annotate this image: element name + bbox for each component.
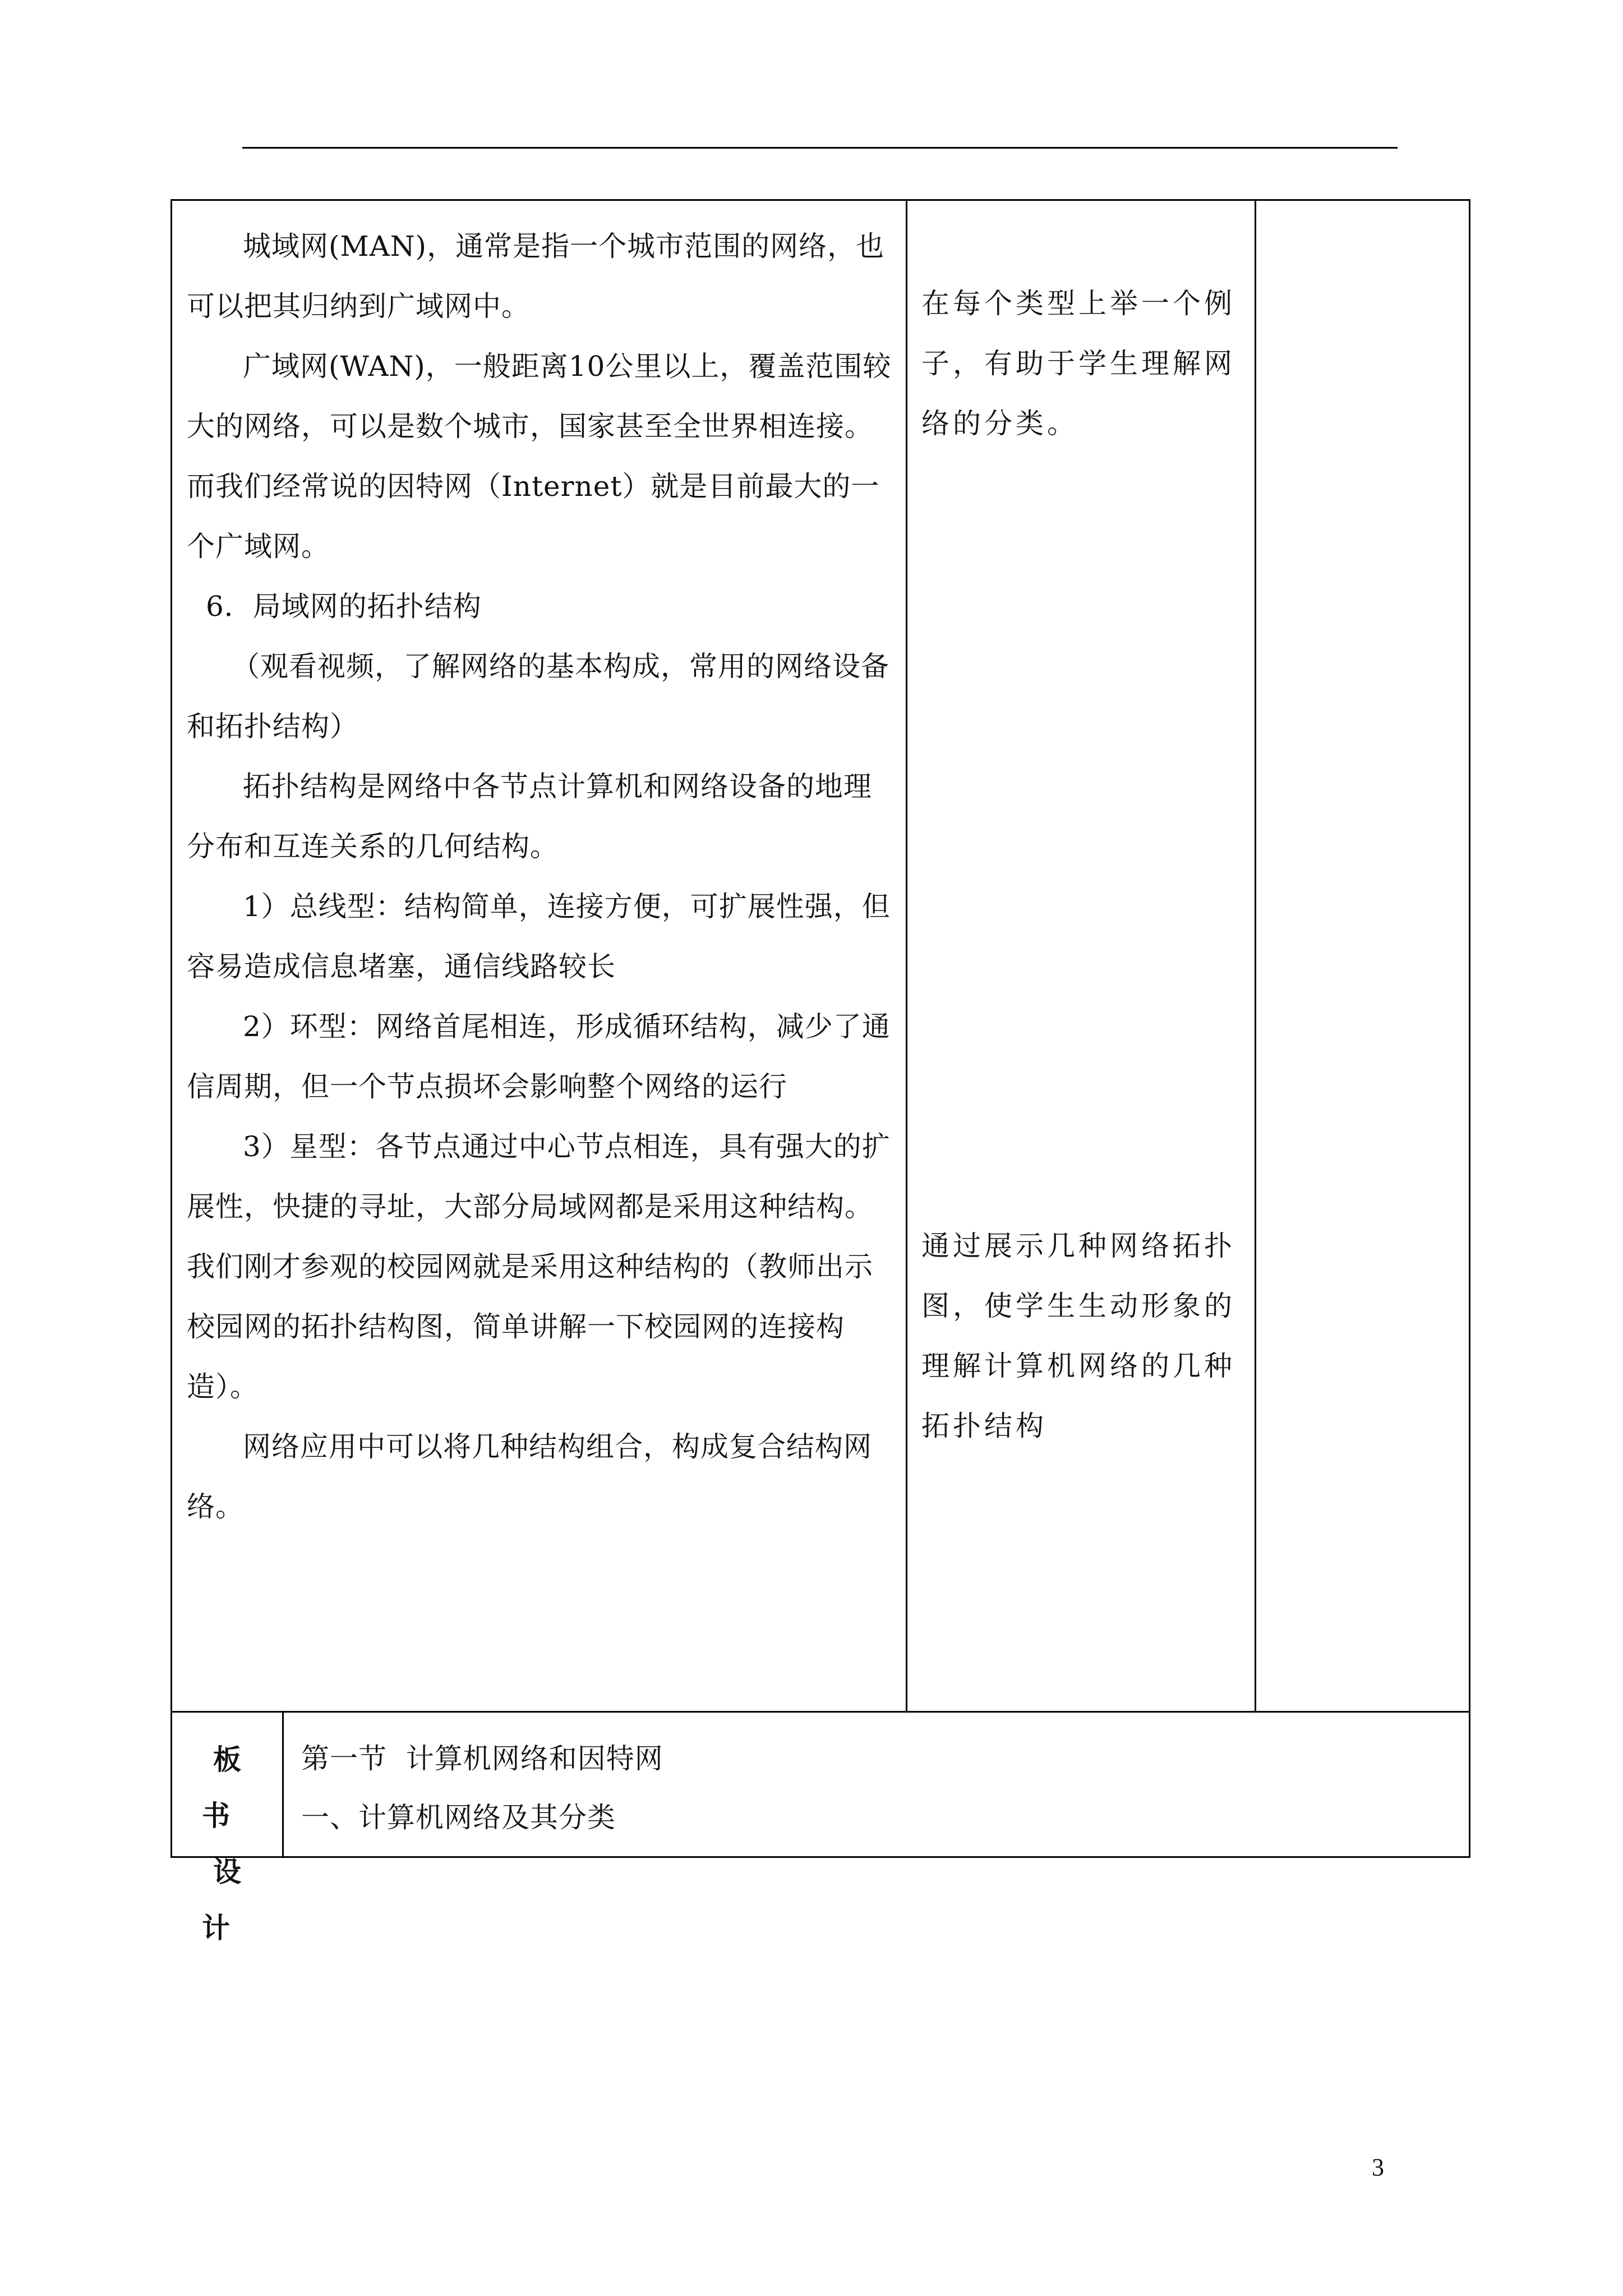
paragraph-ring-topology: 2）环型：网络首尾相连，形成循环结构，减少了通信周期，但一个节点损坏会影响整个网络的运行	[187, 1010, 891, 1103]
header-rule	[242, 147, 1398, 149]
paragraph-hybrid-topology: 网络应用中可以将几种结构组合，构成复合结构网络。	[187, 1430, 872, 1523]
column-divider	[1255, 201, 1256, 1711]
paragraph-wan: 广域网(WAN)，一般距离10公里以上，覆盖范围较大的网络，可以是数个城市，国家甚至全世界相连接。而我们经常说的因特网（Internet）就是目前最大的一个广域网。	[187, 350, 892, 563]
column-divider	[906, 201, 907, 1711]
board-line-section-title: 第一节 计算机网络和因特网	[301, 1742, 663, 1775]
note-classification: 在每个类型上举一个例子，有助于学生理解网络的分类。	[921, 287, 1235, 440]
paragraph-bus-topology: 1）总线型：结构简单，连接方便，可扩展性强，但容易造成信息堵塞，通信线路较长	[187, 890, 891, 983]
paragraph-topology-definition: 拓扑结构是网络中各节点计算机和网络设备的地理分布和互连关系的几何结构。	[187, 770, 872, 863]
paragraph-man: 城域网(MAN)，通常是指一个城市范围的网络，也可以把其归纳到广域网中。	[187, 230, 885, 323]
board-label-line1: 板书	[202, 1743, 264, 1832]
note-topology: 通过展示几种网络拓扑图，使学生生动形象的理解计算机网络的几种拓扑结构	[921, 1230, 1235, 1442]
paragraph-video-note: （观看视频，了解网络的基本构成，常用的网络设备和拓扑结构）	[187, 650, 889, 743]
board-design-content	[301, 1729, 663, 1847]
board-design-label	[172, 1713, 282, 1944]
teaching-content-column	[172, 201, 907, 1711]
design-notes-column	[908, 201, 1256, 1711]
lesson-table	[170, 199, 1470, 1713]
section-heading-topology: 6．局域网的拓扑结构	[206, 590, 482, 623]
paragraph-star-topology: 3）星型：各节点通过中心节点相连，具有强大的扩展性，快捷的寻址，大部分局域网都是采用这种结构。我们刚才参观的校园网就是采用这种结构的（教师出示校园网的拓扑结构图，简单讲解一下校园网的连接构造）。	[187, 1130, 891, 1403]
board-design-table	[170, 1711, 1470, 1944]
board-line-subtitle: 一、计算机网络及其分类	[301, 1801, 616, 1834]
board-label-line2: 设计	[202, 1856, 264, 1944]
page-number: 3	[1372, 2154, 1384, 2181]
board-column-divider	[282, 1713, 284, 1856]
